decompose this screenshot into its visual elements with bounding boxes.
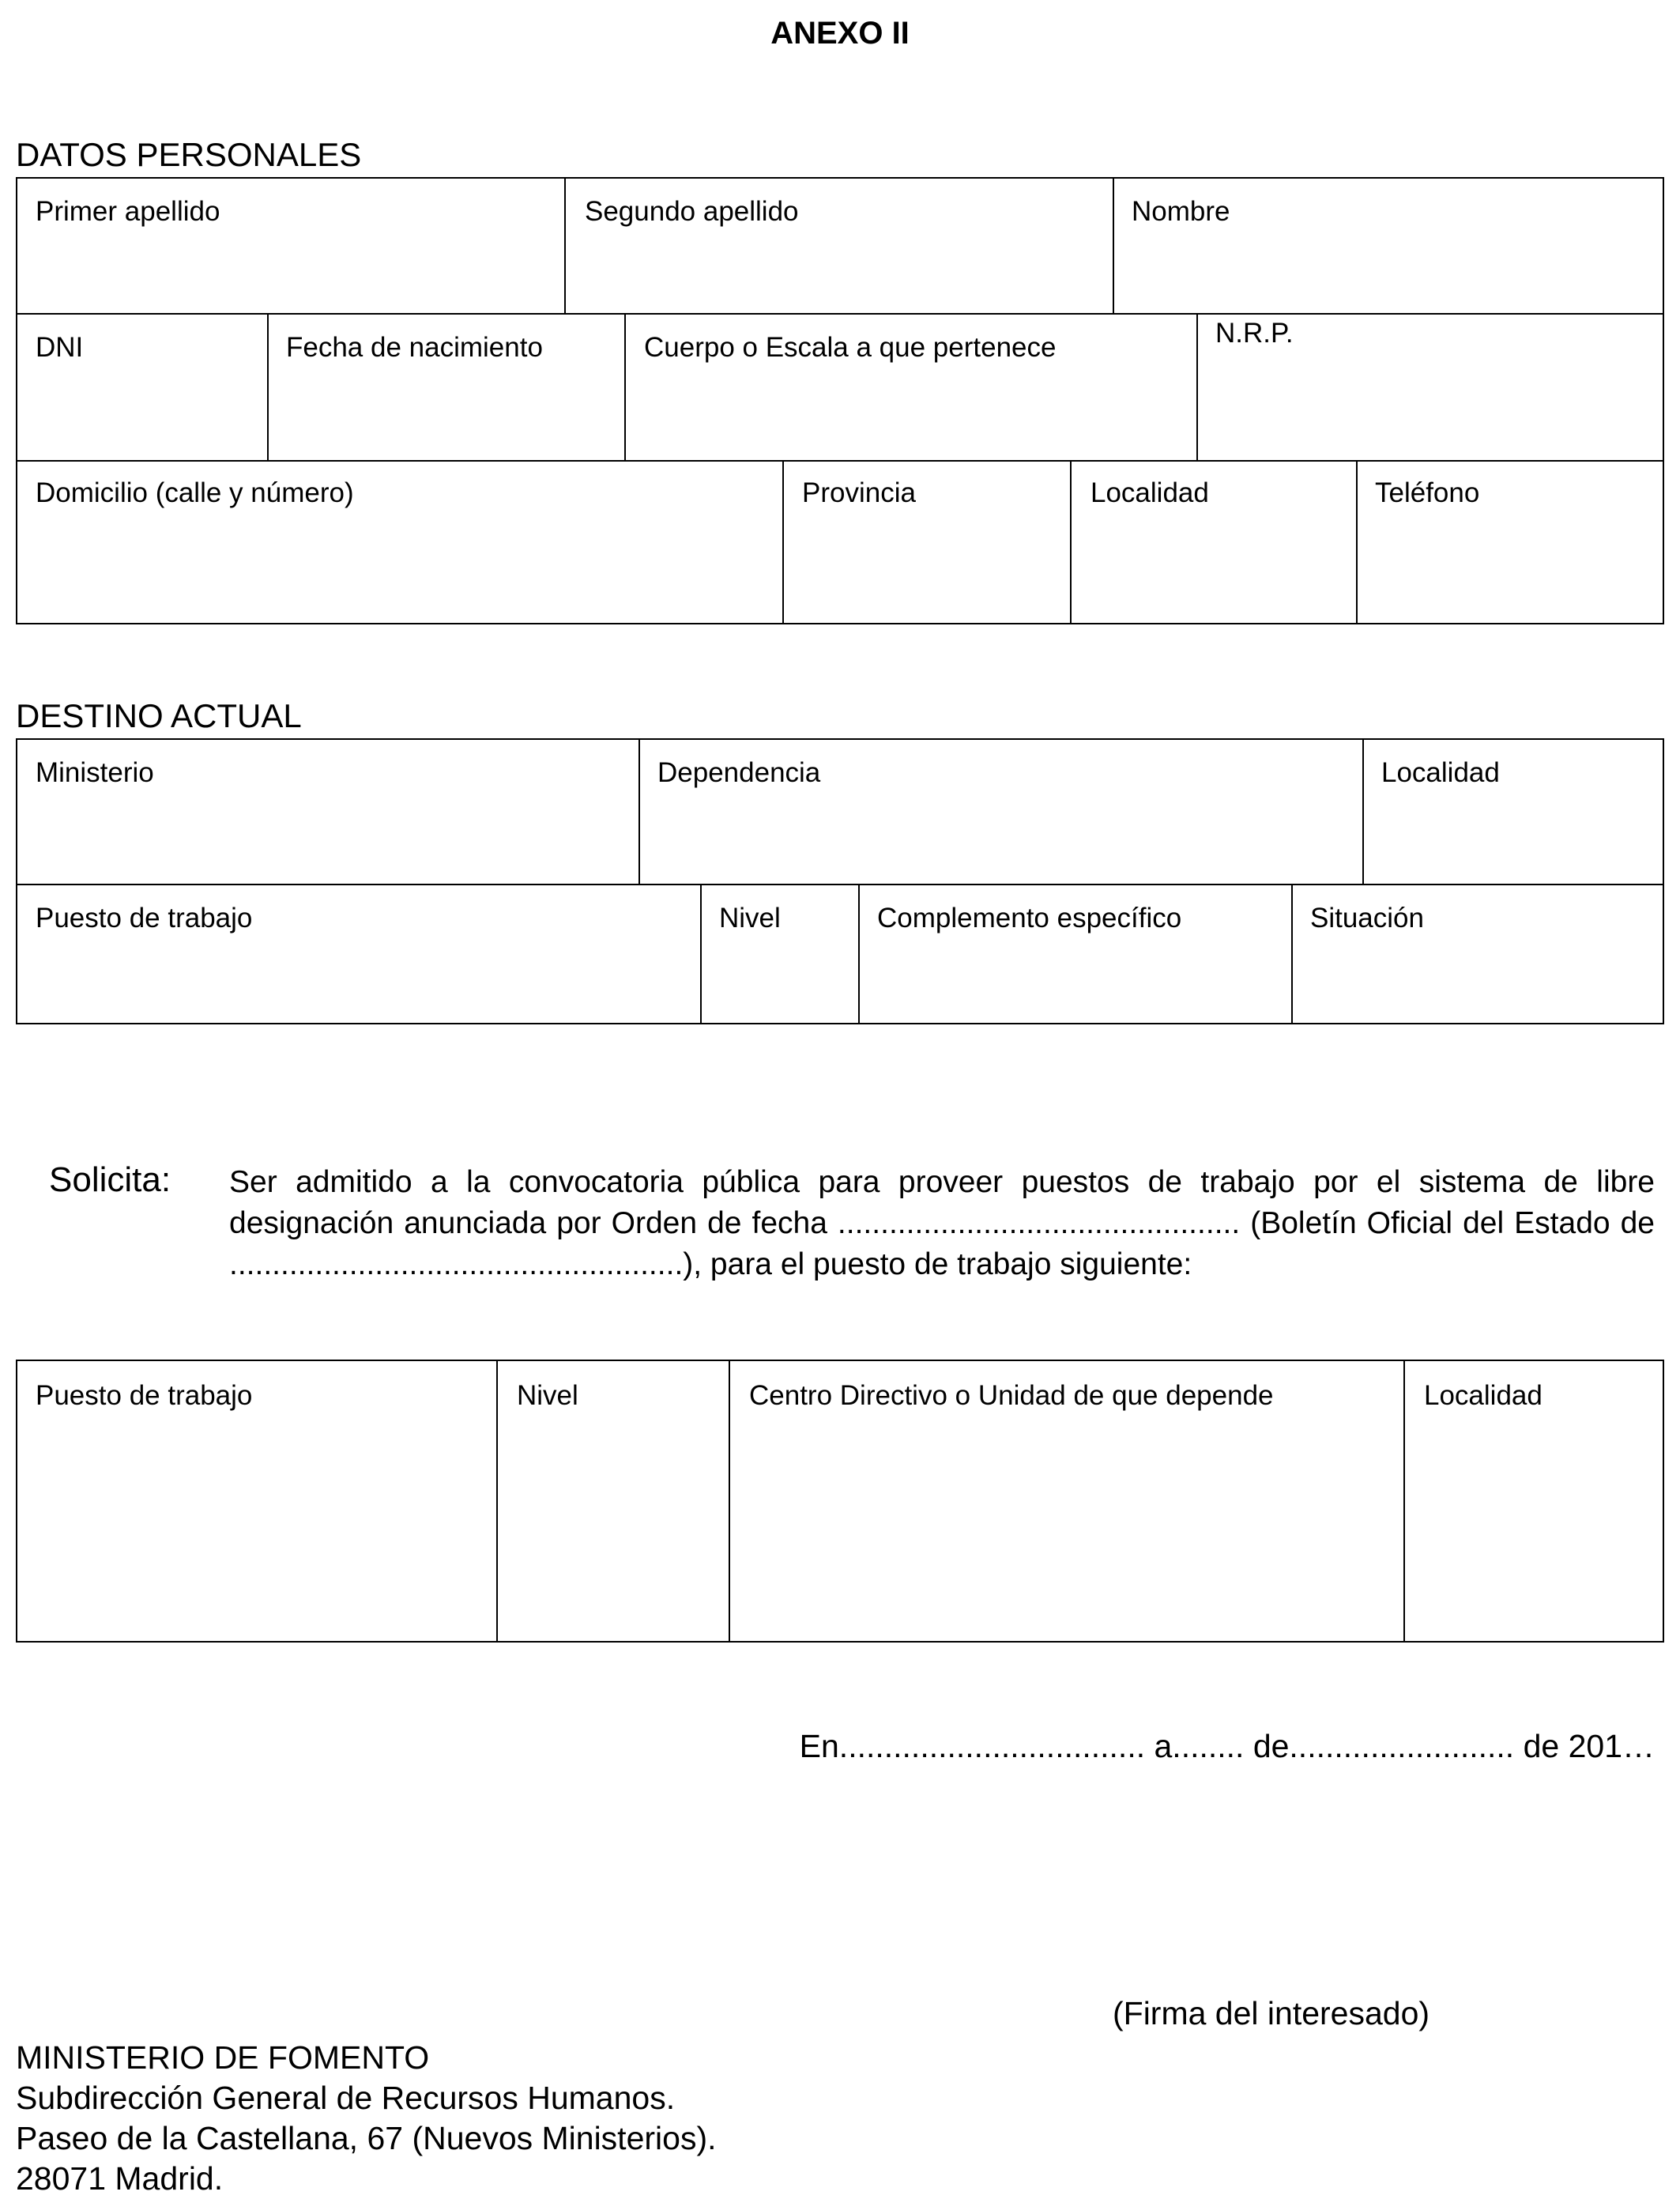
field-provincia[interactable]: Provincia [802,477,916,508]
field-dependencia[interactable]: Dependencia [657,757,821,788]
table-divider [700,884,702,1024]
table-divider [1362,738,1364,884]
table-divider [267,313,269,460]
date-place-line: En.................................. a........ de......................... de 201… [799,1728,1655,1764]
address-line: Subdirección General de Recursos Humanos. [16,2080,676,2116]
section-heading-datos-personales: DATOS PERSONALES [16,136,362,173]
field-ministerio[interactable]: Ministerio [36,757,154,788]
field-localidad-solicitada[interactable]: Localidad [1424,1380,1543,1411]
table-divider [16,884,1664,885]
address-line: MINISTERIO DE FOMENTO [16,2039,430,2076]
table-divider [729,1360,730,1643]
field-puesto-trabajo-actual[interactable]: Puesto de trabajo [36,903,253,934]
table-divider [624,313,626,460]
field-puesto-trabajo-solicitado[interactable]: Puesto de trabajo [36,1380,253,1411]
solicita-label: Solicita: [49,1160,171,1199]
table-divider [1291,884,1293,1024]
document-title: ANEXO II [770,16,910,51]
table-divider [1070,460,1072,624]
table-divider [564,177,566,313]
address-line: 28071 Madrid. [16,2160,224,2197]
table-divider [782,460,784,624]
table-divider [16,460,1664,462]
field-primer-apellido[interactable]: Primer apellido [36,196,220,227]
table-divider [1113,177,1114,313]
field-nrp[interactable]: N.R.P. [1215,318,1294,349]
field-nivel-actual[interactable]: Nivel [719,903,781,934]
datos-personales-table [16,177,1664,624]
field-segundo-apellido[interactable]: Segundo apellido [585,196,799,227]
signature-label: (Firma del interesado) [1113,1995,1430,2031]
field-cuerpo-escala[interactable]: Cuerpo o Escala a que pertenece [644,332,1057,363]
recipient-address [16,2038,717,2199]
field-localidad-destino[interactable]: Localidad [1381,757,1500,788]
table-divider [16,313,1664,315]
address-line: Paseo de la Castellana, 67 (Nuevos Ministerios). [16,2120,717,2156]
solicita-text: Ser admitido a la convocatoria pública para proveer puestos de trabajo por el sistema de libre designación anunciada por Orden de fecha ............................................... (Boletín Oficial del Estado de .....................................................), para el puesto de trabajo siguiente: [229,1165,1655,1281]
field-centro-directivo[interactable]: Centro Directivo o Unidad de que depende [749,1380,1274,1411]
table-divider [1403,1360,1405,1643]
field-nivel-solicitado[interactable]: Nivel [517,1380,578,1411]
table-divider [638,738,640,884]
field-nombre[interactable]: Nombre [1132,196,1230,227]
table-divider [1356,460,1358,624]
table-divider [1196,313,1198,460]
table-divider [858,884,860,1024]
field-complemento-especifico[interactable]: Complemento específico [877,903,1182,934]
field-situacion[interactable]: Situación [1310,903,1424,934]
section-heading-destino-actual: DESTINO ACTUAL [16,697,302,734]
field-localidad[interactable]: Localidad [1090,477,1209,508]
table-divider [496,1360,498,1643]
field-fecha-nacimiento[interactable]: Fecha de nacimiento [286,332,543,363]
field-telefono[interactable]: Teléfono [1375,477,1480,508]
field-dni[interactable]: DNI [36,332,84,363]
field-domicilio[interactable]: Domicilio (calle y número) [36,477,354,508]
